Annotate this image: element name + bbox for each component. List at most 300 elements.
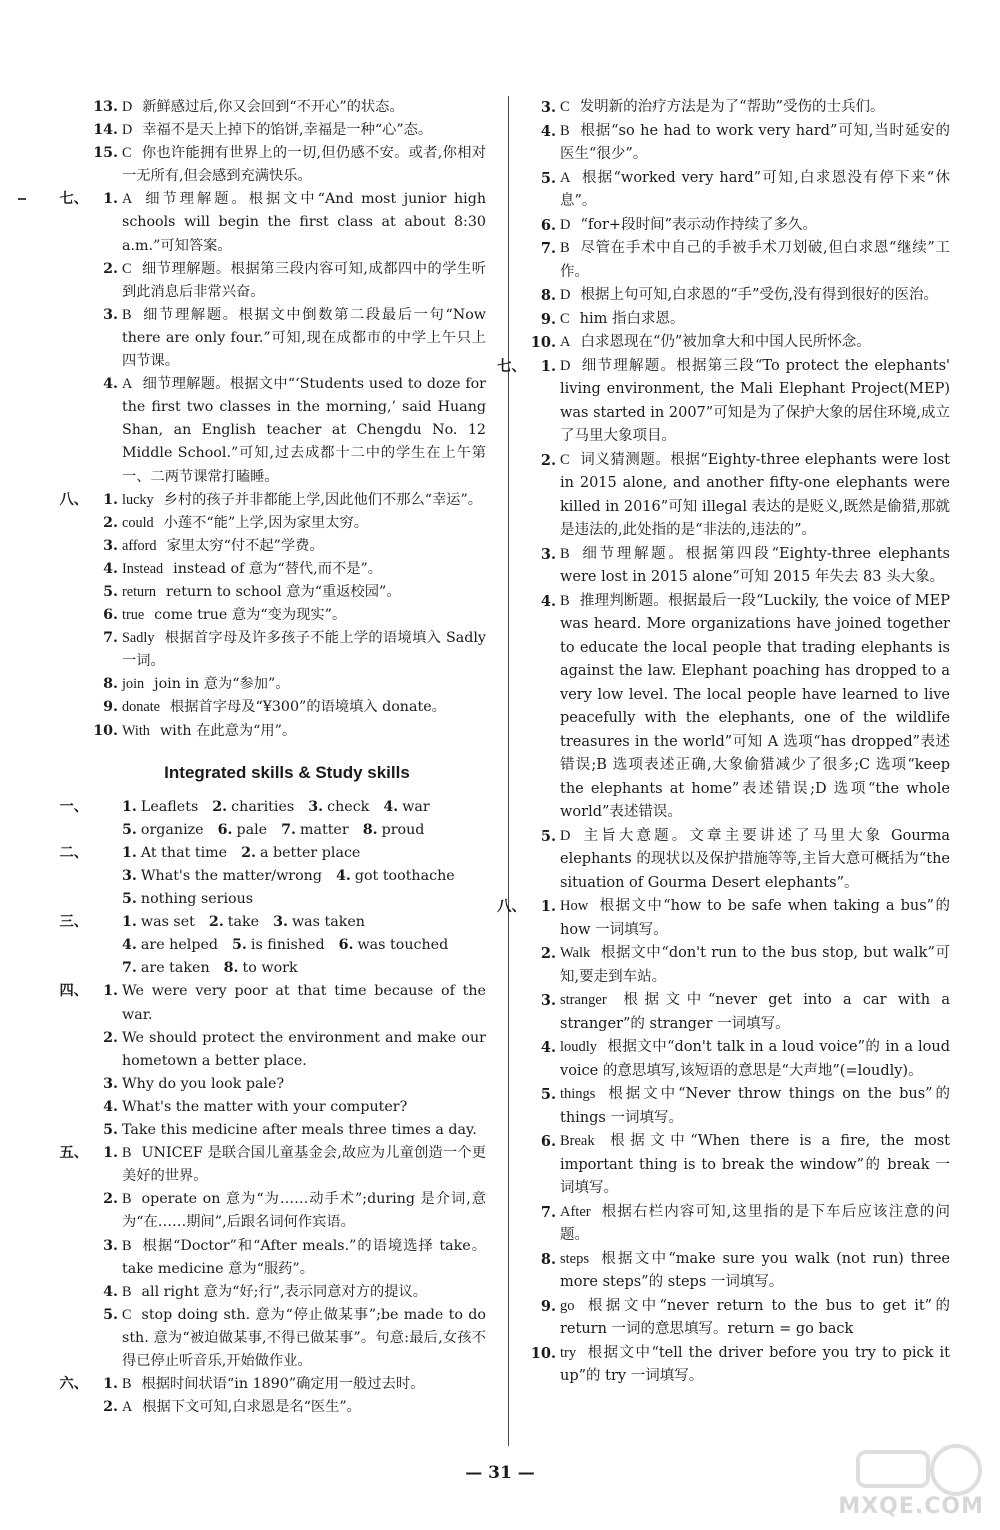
answer-text: was touched	[357, 937, 449, 954]
answer-cell	[209, 911, 259, 934]
answer-explanation: 根据首字母及许多孩子不能上学的语境填入 Sadly 一词。	[122, 630, 486, 670]
item-number: 4.	[540, 122, 556, 140]
answer-section	[497, 895, 950, 1389]
margin-mark	[18, 198, 26, 200]
answer-explanation: 根据“worked very hard”可知,白求恩没有停下来“休息”。	[560, 169, 950, 209]
item-number: 2.	[540, 945, 556, 962]
answer-explanation: 细节理解题。根据文中“And most junior high schools will begin the first class at about 8:30 a.m.”可知答案。	[122, 191, 486, 254]
answer-section	[88, 96, 486, 188]
answer-item	[88, 258, 486, 304]
item-number: 9.	[103, 699, 118, 716]
answer-text: are helped	[140, 937, 219, 954]
item-number: 6.	[338, 937, 354, 954]
item-number: 1.	[122, 844, 137, 861]
answer-item	[526, 989, 950, 1036]
item-number: 7.	[122, 960, 137, 977]
item-number: 4.	[335, 868, 351, 884]
answer-cell	[241, 842, 360, 865]
answer-explanation: instead of 意为“替代,而不是”。	[173, 560, 382, 577]
answer-item	[88, 1073, 486, 1096]
answer-item	[88, 512, 486, 535]
answer-explanation: 家里太穷“付不起”学费。	[166, 537, 324, 554]
answer-item	[526, 1295, 950, 1342]
item-number: 7.	[540, 240, 556, 257]
answer-item	[88, 1235, 486, 1281]
answer-text: was set	[140, 914, 195, 931]
answer-choice: B	[560, 545, 570, 562]
item-number: 3.	[273, 914, 288, 931]
item-number: 1.	[122, 914, 137, 931]
answer-explanation: 细节理解题。根据第四段“Eighty-three elephants were lost in 2015 alone”可知 2015 年失去 83 头大象。	[560, 545, 950, 585]
answer-item	[526, 331, 950, 355]
answer-choice: C	[122, 260, 132, 277]
item-number: 10.	[530, 1344, 556, 1362]
answer-text: At that time	[140, 844, 228, 861]
answer-item	[526, 1248, 950, 1295]
answer-explanation: him 指白求恩。	[579, 310, 685, 327]
answer-item	[88, 1027, 486, 1073]
answer-cell	[122, 796, 198, 819]
item-number: 2.	[540, 451, 556, 469]
answer-explanation: 根据“Doctor”和“After meals.”的语境选择 take。take medicine 意为“服药”。	[122, 1237, 486, 1277]
item-number: 1.	[122, 798, 137, 815]
answer-cell	[281, 819, 349, 842]
answer-explanation: 发明新的治疗方法是为了“帮助”受伤的士兵们。	[579, 99, 885, 115]
item-number: 9.	[540, 1297, 556, 1315]
answer-cell	[339, 934, 449, 957]
answer-explanation: 推理判断题。根据最后一段“Luckily, the voice of MEP was heard. More organizations have joined together to educate the local people that trading elephants is against the law. Elephant poaching has dropped to a very low level. The local people have learned to live peacefully with the elephants, one of the wildlife treasures in the world”可知 A 选项“has dropped”表述错误;B 选项表述正确,大象偷猎减少了很多;C 选项“keep the elephants at home”表述错误;D 选项“the whole world”表述错误。	[560, 592, 950, 820]
item-number: 4.	[122, 937, 137, 954]
answer-text: charities	[231, 798, 295, 815]
answer-cell	[122, 865, 322, 888]
answer-row	[88, 819, 486, 842]
answer-item	[88, 558, 486, 581]
item-number: 2.	[241, 844, 256, 861]
answer-explanation: What's the matter with your computer?	[122, 1098, 408, 1115]
answer-row	[88, 865, 486, 888]
answer-choice: C	[560, 99, 570, 115]
answer-cell	[308, 796, 369, 819]
answer-item	[526, 120, 950, 167]
answer-choice: D	[560, 357, 571, 374]
answer-text: is finished	[250, 937, 325, 954]
answer-row	[88, 911, 486, 934]
answer-item	[88, 1142, 486, 1188]
answer-explanation: 尽管在手术中自己的手被手术刀划破,但白求恩“继续”工作。	[560, 240, 950, 280]
answer-choice: B	[560, 240, 570, 256]
answer-choice: steps	[560, 1250, 589, 1267]
answer-choice: loudly	[560, 1039, 598, 1055]
answer-item	[88, 604, 486, 627]
item-number: 1.	[540, 898, 556, 915]
answer-choice: B	[122, 1376, 132, 1393]
section-marker: 一、	[59, 798, 88, 815]
item-number: 4.	[540, 1039, 556, 1056]
item-number: 3.	[103, 1075, 118, 1092]
answer-section	[526, 96, 950, 355]
answer-explanation: 根据文中“never return to the bus to get it”的 return 一词的意思填写。return = go back	[560, 1297, 950, 1337]
answer-choice: join	[122, 676, 145, 693]
item-number: 9.	[540, 310, 556, 328]
item-number: 2.	[103, 1191, 118, 1208]
answer-section	[59, 842, 486, 911]
answer-explanation: 根据文中“Never throw things on the bus”的 things 一词填写。	[560, 1086, 950, 1126]
item-number: 1.	[103, 491, 118, 508]
answer-item	[526, 825, 950, 896]
item-number: 5.	[540, 1086, 556, 1103]
item-number: 15.	[93, 145, 118, 162]
answer-row	[88, 842, 486, 865]
answer-item	[88, 1373, 486, 1396]
answer-choice: C	[560, 451, 570, 468]
answer-explanation: UNICEF 是联合国儿童基金会,故应为儿童创造一个更美好的世界。	[122, 1145, 486, 1185]
answer-item	[88, 119, 486, 142]
item-number: 6.	[540, 1133, 556, 1150]
answer-cell	[383, 796, 429, 819]
answer-choice: How	[560, 898, 589, 914]
answer-explanation: 小莲不“能”上学,因为家里太穷。	[163, 514, 369, 531]
answer-choice: Walk	[560, 945, 591, 961]
answer-explanation: Take this medicine after meals three times a day.	[122, 1122, 477, 1139]
answer-choice: D	[560, 216, 571, 233]
answer-choice: A	[560, 334, 571, 350]
answer-explanation: 根据下文可知,白求恩是名“医生”。	[142, 1399, 361, 1416]
item-number: 13.	[93, 99, 118, 115]
answer-row	[88, 934, 486, 957]
section-marker: 四、	[59, 983, 88, 1000]
answer-item	[526, 1083, 950, 1130]
answer-explanation: 根据文中“never get into a car with a stranger”的 stranger 一词填写。	[560, 992, 950, 1032]
answer-section	[497, 355, 950, 896]
answer-text: a better place	[259, 844, 361, 861]
answer-explanation: 根据文中“don't talk in a loud voice”的 in a loud voice 的意思填写,该短语的意思是“大声地”(=loudly)。	[560, 1039, 950, 1079]
answer-explanation: come true 意为“变为现实”。	[154, 607, 347, 624]
answer-section	[59, 796, 486, 842]
answer-explanation: 幸福不是天上掉下的馅饼,幸福是一种“心”态。	[142, 122, 433, 139]
answer-explanation: 细节理解题。根据文中“‘Students used to doze for the first two classes in the morning,’ said Huang Shan, an English teacher at Chengdu No. 12 Middle School.”可知,过去成都十二中的学生在上午第一、二两节课常打瞌睡。	[122, 376, 486, 485]
answer-cell	[122, 842, 227, 865]
section-marker: 七、	[497, 357, 526, 375]
answer-section	[59, 489, 486, 743]
answer-text: pale	[236, 821, 268, 838]
section-heading: Integrated skills & Study skills	[164, 762, 410, 782]
answer-text: was taken	[291, 914, 365, 931]
watermark-logo	[838, 1440, 988, 1520]
answer-item	[526, 1342, 950, 1389]
answer-item	[526, 942, 950, 989]
answer-item	[88, 696, 486, 719]
answer-choice: return	[122, 583, 157, 600]
item-number: 5.	[103, 1306, 118, 1323]
answer-explanation: 根据时间状语“in 1890”确定用一般过去时。	[141, 1376, 425, 1393]
answer-cell	[122, 819, 204, 842]
answer-explanation: stop doing sth. 意为“停止做某事”;be made to do sth. 意为“被迫做某事,不得已做某事”。句意:最后,女孩不得已停止听音乐,开始做作业。	[122, 1306, 486, 1369]
item-number: 8.	[540, 1250, 556, 1268]
answer-item	[88, 1304, 486, 1373]
answer-choice: B	[122, 306, 132, 323]
answer-section	[59, 1373, 486, 1419]
item-number: 8.	[223, 960, 239, 977]
answer-item	[88, 673, 486, 696]
item-number: 3.	[103, 306, 118, 323]
answer-item	[88, 373, 486, 488]
answer-item	[526, 1130, 950, 1201]
answer-explanation: 根据文中“don't run to the bus stop, but walk”可知,要走到车站。	[560, 945, 950, 985]
item-number: 8.	[540, 287, 556, 304]
answer-explanation: 白求恩现在“仍”被加拿大和中国人民所怀念。	[580, 334, 871, 350]
item-number: 10.	[530, 334, 556, 351]
answer-cell	[363, 819, 425, 842]
item-number: 5.	[540, 169, 556, 187]
answer-choice: A	[122, 191, 133, 208]
answer-text: Leaflets	[140, 798, 199, 815]
answer-explanation: 主旨大意题。文章主要讲述了马里大象 Gourma elephants 的现状以及保护措施等等,主旨大意可概括为“the situation of Gourma Desert elephants”。	[560, 827, 950, 891]
answer-choice: go	[560, 1297, 575, 1314]
item-number: 8.	[362, 821, 378, 838]
item-number: 14.	[93, 122, 118, 139]
answer-explanation: 细节理解题。根据第三段“To protect the elephants' living environment, the Mali Elephant Project(MEP) was started in 2007”可知是为了保护大象的居住环境,成立了马里大象项目。	[560, 357, 950, 444]
answer-text: nothing serious	[140, 891, 254, 908]
item-number: 7.	[103, 630, 118, 647]
item-number: 2.	[103, 514, 118, 531]
answer-cell	[122, 888, 253, 911]
answer-item	[526, 895, 950, 942]
answer-item	[88, 627, 486, 673]
answer-row	[88, 888, 486, 911]
answer-choice: true	[122, 607, 145, 624]
answer-choice: D	[560, 827, 571, 844]
answer-explanation: with 在此意为“用”。	[159, 722, 297, 739]
answer-choice: B	[560, 592, 570, 609]
answer-row	[88, 957, 486, 980]
answer-explanation: 根据文中“make sure you walk (not run) three more steps”的 steps 一词填写。	[560, 1250, 950, 1290]
answer-item	[88, 1096, 486, 1119]
item-number: 2.	[212, 798, 228, 815]
answer-section	[59, 1142, 486, 1373]
item-number: 3.	[103, 537, 118, 554]
answer-choice: B	[560, 122, 570, 139]
answer-choice: B	[122, 1283, 132, 1300]
answer-explanation: 根据右栏内容可知,这里指的是下车后应该注意的问题。	[560, 1203, 950, 1243]
answer-item	[526, 167, 950, 214]
answer-cell	[122, 957, 210, 980]
item-number: 4.	[103, 1098, 118, 1115]
answer-choice: try	[560, 1344, 577, 1361]
answer-text: take	[227, 914, 260, 931]
answer-choice: A	[122, 376, 133, 393]
item-number: 1.	[103, 1145, 118, 1162]
answer-choice: B	[122, 1191, 132, 1208]
answer-item	[88, 1119, 486, 1142]
answer-cell	[336, 865, 455, 888]
answer-item	[88, 304, 486, 373]
item-number: 1.	[103, 983, 118, 1000]
answer-choice: D	[122, 122, 133, 139]
item-number: 3.	[103, 1237, 118, 1254]
answer-item	[526, 1036, 950, 1083]
item-number: 5.	[103, 583, 118, 600]
answer-explanation: join in 意为“参加”。	[154, 676, 290, 693]
answer-item	[88, 489, 486, 512]
answer-section	[59, 188, 486, 488]
item-number: 1.	[103, 1376, 118, 1393]
item-number: 5.	[122, 821, 137, 838]
column-divider	[508, 96, 509, 1446]
item-number: 5.	[232, 937, 247, 954]
section-marker: 三、	[59, 914, 88, 931]
page-number: — 31 —	[465, 1463, 535, 1483]
answer-choice: C	[122, 1306, 132, 1323]
item-number: 5.	[122, 891, 137, 908]
answer-text: matter	[299, 821, 349, 838]
item-number: 8.	[103, 676, 118, 693]
answer-text: war	[402, 798, 430, 815]
answer-item	[88, 96, 486, 119]
item-number: 4.	[103, 1283, 118, 1300]
right-column	[497, 96, 950, 1389]
answer-cell	[232, 934, 325, 957]
answer-choice: B	[122, 1145, 132, 1162]
answer-explanation: 根据文中“tell the driver before you try to pick it up”的 try 一词填写。	[560, 1344, 950, 1384]
answer-explanation: operate on 意为“为……动手术”;during 是介词,意为“在……期间”,后跟名词何作宾语。	[122, 1191, 486, 1231]
answer-item	[526, 1201, 950, 1248]
answer-item	[88, 720, 486, 743]
answer-choice: C	[560, 310, 570, 327]
answer-choice: After	[560, 1203, 591, 1220]
answer-explanation: We were very poor at that time because of the war.	[122, 983, 486, 1023]
answer-section	[59, 911, 486, 980]
answer-section	[59, 980, 486, 1142]
item-number: 7.	[281, 821, 296, 838]
item-number: 2.	[208, 914, 224, 931]
item-number: 6.	[540, 216, 556, 234]
answer-cell	[273, 911, 365, 934]
answer-text: to work	[242, 960, 298, 977]
section-marker: 八、	[497, 898, 526, 915]
item-number: 2.	[103, 1029, 118, 1046]
answer-item	[526, 590, 950, 825]
answer-explanation: 细节理解题。根据文中倒数第二段最后一句“Now there are only four.”可知,现在成都市的中学上午只上四节课。	[122, 306, 486, 370]
answer-item	[88, 188, 486, 257]
answer-choice: A	[560, 169, 571, 186]
answer-choice: stranger	[560, 992, 607, 1008]
answer-text: proud	[381, 821, 425, 838]
answer-text: got toothache	[354, 868, 455, 884]
answer-explanation: 细节理解题。根据第三段内容可知,成都四中的学生听到此消息后非常兴奋。	[122, 260, 486, 300]
item-number: 4.	[383, 798, 399, 815]
answer-explanation: return to school 意为“重返校园”。	[166, 583, 401, 600]
answer-cell	[224, 957, 298, 980]
left-column	[59, 96, 486, 1419]
answer-item	[88, 535, 486, 558]
answer-choice: lucky	[122, 491, 154, 508]
item-number: 2.	[103, 1399, 118, 1416]
item-number: 5.	[540, 827, 556, 845]
answer-text: are taken	[140, 960, 210, 977]
answer-choice: afford	[122, 537, 157, 554]
answer-choice: could	[122, 514, 154, 531]
item-number: 7.	[540, 1203, 556, 1221]
answer-explanation: 根据文中“When there is a fire, the most important thing is to break the window”的 break 一词填写。	[560, 1133, 950, 1196]
answer-choice: donate	[122, 699, 160, 716]
item-number: 4.	[103, 376, 118, 393]
section-marker: 八、	[59, 491, 88, 508]
item-number: 3.	[540, 992, 556, 1009]
answer-explanation: 根据首字母及“¥300”的语境填入 donate。	[169, 699, 446, 716]
section-marker: 七、	[59, 191, 88, 208]
answer-choice: B	[122, 1237, 132, 1254]
section-marker: 六、	[59, 1376, 88, 1393]
answer-item	[88, 581, 486, 604]
item-number: 3.	[308, 798, 324, 815]
answer-item	[88, 1281, 486, 1304]
answer-explanation: 新鲜感过后,你又会回到“不开心”的状态。	[142, 99, 404, 115]
answer-item	[526, 543, 950, 590]
answer-row	[88, 796, 486, 819]
answer-cell	[218, 819, 268, 842]
answer-explanation: 根据上句可知,白求恩的“手”受伤,没有得到很好的医治。	[580, 287, 939, 303]
answer-explanation: Why do you look pale?	[122, 1075, 285, 1092]
answer-explanation: 根据“so he had to work very hard”可知,当时延安的医生“很少”。	[560, 122, 950, 162]
answer-explanation: “for+段时间”表示动作持续了多久。	[580, 216, 817, 233]
answer-explanation: 你也许能拥有世界上的一切,但仍感不安。或者,你相对一无所有,但会感到充满快乐。	[122, 145, 486, 185]
answer-item	[88, 980, 486, 1026]
answer-text: check	[327, 798, 370, 815]
item-number: 1.	[540, 357, 556, 375]
answer-item	[526, 284, 950, 308]
answer-item	[526, 214, 950, 238]
item-number: 10.	[93, 722, 118, 739]
watermark-text: MXQE.COM	[838, 1493, 984, 1519]
answer-cell	[122, 934, 218, 957]
answer-cell	[212, 796, 294, 819]
answer-choice: Instead	[122, 560, 164, 577]
answer-item	[526, 96, 950, 120]
answer-cell	[122, 911, 195, 934]
answer-explanation: 词义猜测题。根据“Eighty-three elephants were lost in 2015 alone, and another fifty-one elephants were killed in 2016”可知 illegal 表达的是贬义,既然是偷猎,那就是违法的,此处指的是“非法的,违法的”。	[560, 451, 950, 538]
item-number: 6.	[217, 821, 233, 838]
item-number: 3.	[540, 545, 556, 563]
item-number: 3.	[540, 99, 556, 116]
answer-choice: things	[560, 1086, 596, 1102]
answer-explanation: 根据文中“how to be safe when taking a bus”的 how 一词填写。	[560, 898, 950, 938]
answer-item	[526, 237, 950, 284]
item-number: 6.	[103, 607, 118, 624]
answer-choice: Break	[560, 1133, 595, 1149]
item-number: 4.	[103, 560, 118, 577]
answer-choice: C	[122, 145, 132, 162]
answer-choice: A	[122, 1399, 133, 1416]
item-number: 3.	[122, 868, 137, 884]
answer-choice: D	[560, 287, 571, 303]
item-number: 4.	[540, 592, 556, 610]
answer-item	[88, 142, 486, 188]
answer-item	[526, 449, 950, 543]
answer-text: What's the matter/wrong	[140, 868, 322, 884]
answer-explanation: We should protect the environment and make our hometown a better place.	[122, 1029, 486, 1069]
section-marker: 五、	[59, 1145, 88, 1162]
answer-item	[88, 1188, 486, 1234]
answer-explanation: all right 意为“好;行”,表示同意对方的提议。	[141, 1283, 427, 1300]
answer-item	[526, 308, 950, 332]
answer-explanation: 乡村的孩子并非都能上学,因此他们不那么“幸运”。	[163, 491, 483, 508]
item-number: 1.	[103, 191, 118, 208]
answer-choice: With	[122, 722, 150, 739]
answer-choice: Sadly	[122, 630, 155, 647]
item-number: 2.	[103, 260, 118, 277]
answer-choice: D	[122, 99, 133, 115]
item-number: 5.	[103, 1122, 118, 1139]
